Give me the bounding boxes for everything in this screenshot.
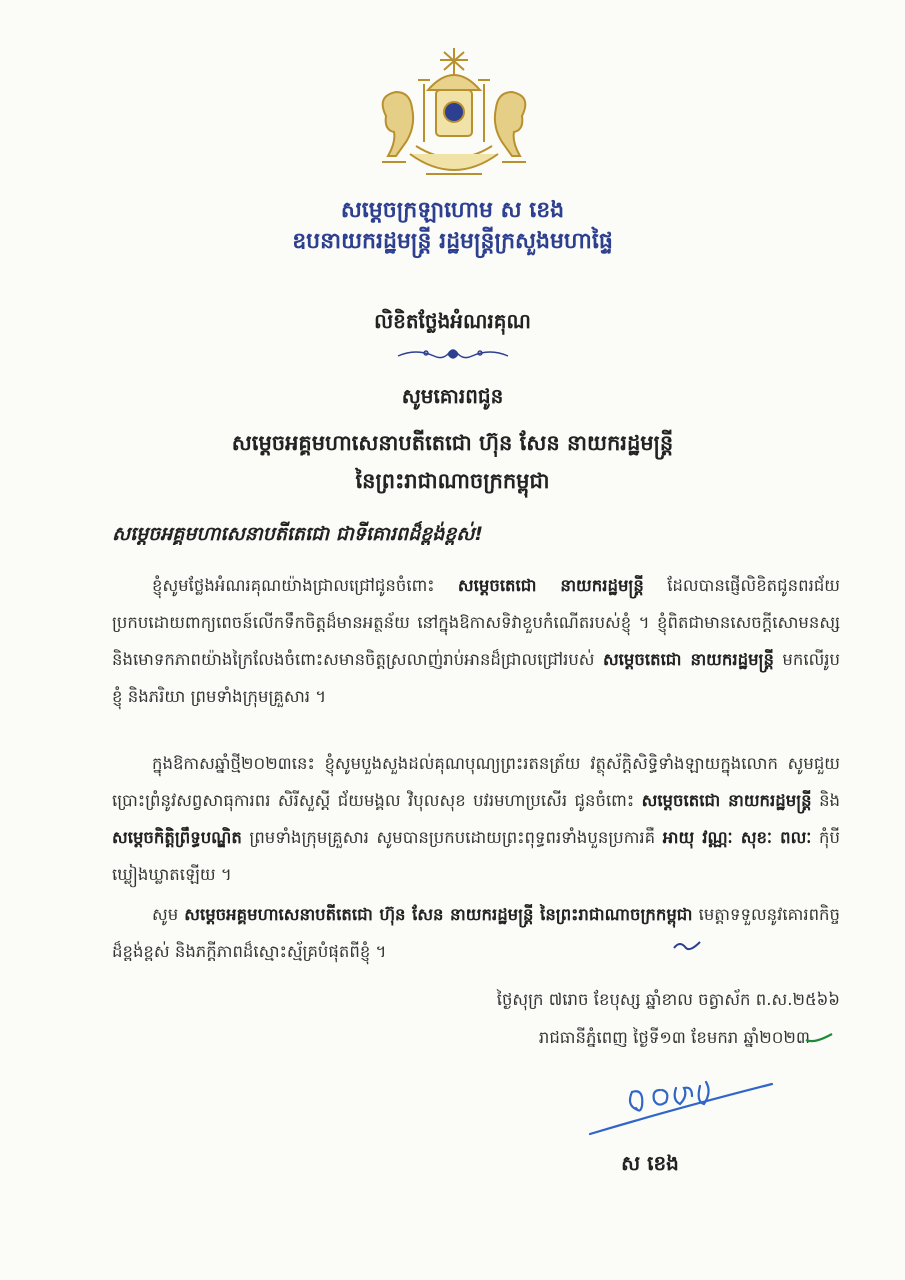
paragraph-3 (112, 896, 840, 970)
recipient-line-1: សម្តេចអគ្គមហាសេនាបតីតេជោ ហ៊ុន សែន នាយករដ្ឋមន្ត្រី (231, 431, 674, 455)
p1-emphasis-2: សម្តេចតេជោ នាយករដ្ឋមន្ត្រី (602, 650, 774, 669)
p2-emphasis-1: សម្តេចតេជោ នាយករដ្ឋមន្ត្រី (641, 791, 812, 810)
salutation: សូមគោរពជូន (401, 384, 504, 408)
royal-coat-of-arms-icon (366, 46, 542, 188)
recipient-line-2: នៃព្រះរាជាណាចក្រកម្ពុជា (355, 469, 550, 493)
solar-date: រាជធានីភ្នំពេញ ថ្ងៃទី១៣ ខែមករា ឆ្នាំ២០២៣ (538, 1028, 810, 1047)
p1-text-c: ដែលបានផ្ញើលិខិតជូនពរជ័យ ប្រកបដោយពាក្យពេចន៍លើកទឹកចិត្តដ៏មានអត្ថន័យ នៅក្នុងឱកាសទិវាខួបកំណើតរបស់ខ្ញុំ ។ ខ្ញុំពិតជាមានសេចក្តីសោមនស្ស និងមោទកភាពយ៉ាងក្រៃលែងចំពោះសមានចិត្តស្រលាញ់រាប់អានដ៏ជ្រាលជ្រៅរបស់ (112, 576, 841, 669)
greeting: សម្តេចអគ្គមហាសេនាបតីតេជោ ជាទីគោរពដ៏ខ្ពង់ខ្ពស់! (112, 523, 484, 545)
handwritten-signature (580, 1066, 780, 1138)
p3-text-a: សូម (152, 905, 179, 924)
sender-name: សម្តេចក្រឡាហោម ស ខេង (340, 198, 565, 223)
p2-emphasis-2: សម្តេចកិត្តិព្រឹទ្ធបណ្ឌិត (112, 828, 242, 847)
document-title: លិខិតថ្លែងអំណរគុណ (374, 309, 531, 333)
end-of-text-mark-icon (672, 938, 702, 954)
green-check-mark-icon (804, 1032, 834, 1046)
ornament-divider-icon (396, 344, 510, 364)
p1-emphasis-1: សម្តេចតេជោ នាយករដ្ឋមន្ត្រី (457, 576, 644, 595)
signer-name: ស ខេង (621, 1151, 679, 1175)
paragraph-1 (112, 567, 840, 715)
p3-text-c: មេត្តាទទួលនូវគោរពកិច្ចដ៏ខ្ពង់ខ្ពស់ និងភក្តីភាពដ៏ស្មោះស្ម័គ្របំផុតពីខ្ញុំ ។ (112, 905, 840, 961)
p3-emphasis-1: សម្តេចអគ្គមហាសេនាបតីតេជោ ហ៊ុន សែន នាយករដ្ឋមន្ត្រី នៃព្រះរាជាណាចក្រកម្ពុជា (184, 905, 693, 924)
p1-text-a: ខ្ញុំសូមថ្លែងអំណរគុណយ៉ាងជ្រាលជ្រៅជូនចំពោះ (152, 576, 435, 595)
p2-text-a: ក្នុងឱកាសឆ្នាំថ្មី២០២៣នេះ ខ្ញុំសូមបួងសួងដល់គុណបុណ្យព្រះរតនត្រ័យ វត្ថុស័ក្តិសិទ្ធិទាំងឡាយក្នុងលោក សូមជួយប្រោះព្រំនូវសព្វសាធុការពរ សិរីសួស្តី ជ័យមង្គល វិបុលសុខ បវរមហាប្រសើរ ជូនចំពោះ (112, 754, 840, 810)
p2-text-c: និង (819, 791, 841, 810)
p2-emphasis-3: អាយុ វណ្ណៈ សុខៈ ពលៈ (662, 828, 812, 847)
sender-title: ឧបនាយករដ្ឋមន្ត្រី រដ្ឋមន្ត្រីក្រសួងមហាផ្ទៃ (292, 229, 613, 254)
p2-text-e: ព្រមទាំងក្រុមគ្រួសារ សូមបានប្រកបដោយព្រះពុទ្ធពរទាំងបួនប្រការគឺ (249, 828, 656, 847)
p2-text-g: កុំបីឃ្លៀងឃ្លាតឡើយ ។ (112, 828, 840, 884)
paragraph-2 (112, 745, 840, 893)
lunar-date: ថ្ងៃសុក្រ ៧រោច ខែបុស្ស ឆ្នាំខាល ចត្វាស័ក ព.ស.២៥៦៦ (496, 990, 840, 1009)
p1-text-e: មកលើរូបខ្ញុំ និងភរិយា ព្រមទាំងក្រុមគ្រួសារ ។ (112, 650, 840, 706)
